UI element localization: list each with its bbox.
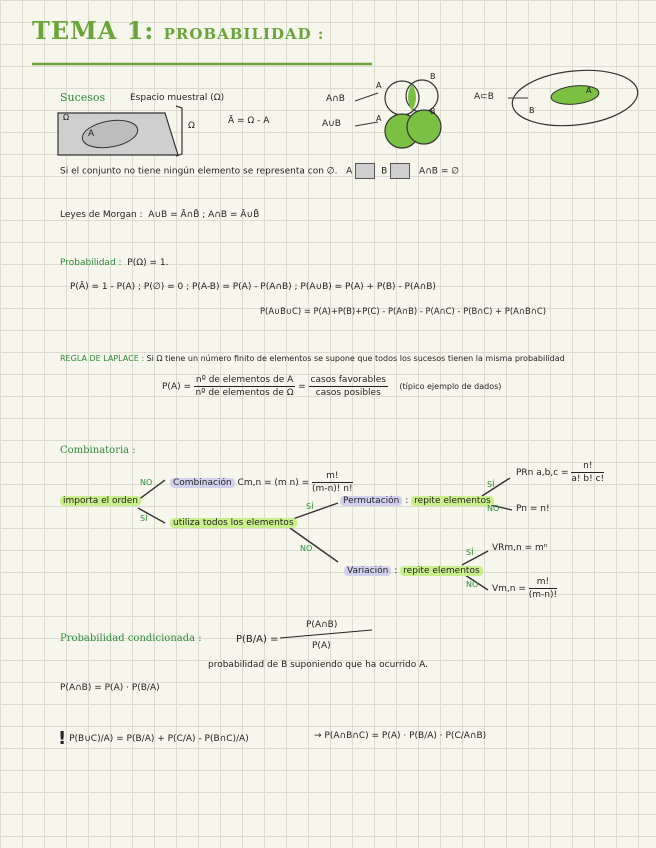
conjunto-vacio-text: Si el conjunto no tiene ningún elemento se representa con ∅.: [60, 166, 338, 177]
event-a-label: A: [88, 129, 95, 139]
arrow-inter: [355, 93, 378, 101]
laplace-line: [60, 354, 565, 363]
excl-mark: !: [58, 728, 67, 749]
laplace-fraction-2: [309, 374, 388, 399]
pr-label: PRn a,b,c =: [516, 468, 569, 478]
union-label: A∪B: [322, 119, 341, 129]
pn-formula: Pn = n!: [516, 504, 550, 514]
permutacion-line: [340, 496, 494, 506]
subset-a-label: A: [586, 86, 592, 95]
comb-formula: Cm,n = (m n) =: [237, 478, 310, 488]
cond-chain: P(A∩B∩C) = P(A) · P(B/A) · P(C/A∩B): [324, 731, 487, 741]
pr-fraction: [571, 460, 604, 485]
page-title: [32, 16, 324, 45]
inter-lens: [408, 84, 416, 111]
conjunto-vacio-line: [60, 163, 459, 179]
v-num: m!: [529, 576, 557, 589]
laplace-den-2: casos posibles: [315, 388, 381, 398]
box-a: [355, 163, 375, 179]
morgan-line: [60, 210, 259, 220]
permutacion-label: Permutación: [340, 496, 402, 506]
laplace-heading: REGLA DE LAPLACE :: [60, 354, 145, 363]
subset-inner-a: [550, 84, 600, 107]
cond-desc: probabilidad de B suponiendo que ha ocurrido A.: [208, 660, 428, 670]
comb-num: m!: [312, 470, 353, 483]
morgan-formula: A∪B = Ā∩B̄ ; A∩B = Ā∪B̄: [148, 210, 260, 220]
cond-den: P(A): [312, 641, 331, 651]
union-circle-b: [407, 110, 441, 144]
prob-properties-2: P(A∪B∪C) = P(A)+P(B)+P(C) - P(A∩B) - P(A∩C) - P(B∩C) + P(A∩B∩C): [260, 306, 546, 316]
intersection-label: A∩B: [326, 94, 345, 104]
v-fraction: [529, 576, 557, 601]
p-omega: P(Ω) = 1.: [127, 258, 169, 268]
box-b: [390, 163, 410, 179]
disjoint-formula: A∩B = ∅: [419, 166, 460, 177]
laplace-eq: =: [298, 382, 306, 392]
prob-properties-1: P(Ā) = 1 - P(A) ; P(∅) = 0 ; P(A-B) = P(A) - P(A∩B) ; P(A∪B) = P(A) + P(B) - P(A∩B): [70, 282, 436, 292]
pr-den: a! b! c!: [571, 474, 605, 484]
importa-orden: importa el orden: [60, 496, 141, 506]
complement-formula: Ā = Ω - A: [228, 116, 270, 126]
subset-label: A⊂B: [474, 92, 494, 102]
tree-si-3: SÍ: [487, 480, 495, 489]
inter-a-label: A: [376, 81, 382, 90]
union-a-label: A: [376, 114, 382, 123]
tree-si-2: SÍ: [306, 502, 314, 511]
omega-corner-label: Ω: [63, 113, 70, 122]
variacion-label: Variación: [344, 566, 391, 576]
title-sub: PROBABILIDAD :: [163, 25, 325, 43]
tree-line-4: [290, 528, 338, 562]
probabilidad-heading: Probabilidad :: [60, 258, 122, 268]
repite-2: repite elementos: [400, 566, 483, 576]
laplace-formula: [162, 374, 501, 399]
espacio-muestral: Espacio muestral (Ω): [130, 93, 225, 103]
v-den: (m-n)!: [528, 590, 558, 600]
tree-no-3: NO: [487, 504, 500, 513]
tree-si-1: SÍ: [140, 514, 148, 523]
utiliza-todos: utiliza todos los elementos: [170, 518, 297, 528]
variacion-sep: :: [394, 566, 398, 576]
pr-num: n!: [571, 460, 604, 473]
cond-bottom-line: [58, 728, 249, 749]
condicionada-heading: Probabilidad condicionada :: [60, 633, 202, 644]
tree-no-1: NO: [140, 478, 153, 487]
cond-chain-line: [314, 731, 486, 741]
omega-bracket: [176, 106, 182, 156]
comb-fraction: [312, 470, 353, 495]
cond-product: P(A∩B) = P(A) · P(B/A): [60, 683, 160, 693]
tree-no-4: NO: [466, 580, 479, 589]
subset-b-label: B: [529, 106, 535, 115]
laplace-fraction-1: [194, 374, 295, 399]
cond-pba: P(B/A) =: [236, 634, 279, 645]
variacion-line: [344, 566, 483, 576]
repite-1: repite elementos: [411, 496, 494, 506]
arrow-union: [355, 122, 378, 126]
tree-no-2: NO: [300, 544, 313, 553]
pr-formula: [516, 460, 604, 485]
sucesos-heading: Sucesos: [60, 91, 106, 104]
v-formula: [492, 576, 557, 601]
laplace-pa: P(A) =: [162, 382, 192, 392]
tree-si-4: SÍ: [466, 548, 474, 557]
title-main: TEMA 1:: [32, 16, 155, 45]
permutacion-sep: :: [405, 496, 409, 506]
morgan-label: Leyes de Morgan :: [60, 210, 143, 220]
v-label: Vm,n =: [492, 584, 526, 594]
union-b-label: B: [430, 107, 436, 116]
cond-num: P(A∩B): [306, 620, 338, 630]
laplace-note: (típico ejemplo de dados): [399, 382, 502, 391]
cond-arrow: →: [314, 731, 322, 741]
combinacion-line: [170, 470, 353, 495]
inter-b-label: B: [430, 72, 436, 81]
cond-fraction-bar: [280, 630, 372, 638]
laplace-den-1: nº de elementos de Ω: [195, 388, 294, 398]
laplace-num-2: casos favorables: [310, 375, 386, 385]
combinacion-label: Combinación: [170, 478, 235, 488]
cond-union: P(B∪C)/A) = P(B/A) + P(C/A) - P(B∩C)/A): [69, 734, 249, 744]
box-b-label: B: [381, 166, 388, 177]
vr-formula: VRm,n = mⁿ: [492, 543, 548, 553]
laplace-num-1: nº de elementos de A: [195, 375, 294, 385]
combinatoria-heading: Combinatoria :: [60, 445, 136, 456]
laplace-text: Si Ω tiene un número finito de elementos se supone que todos los sucesos tienen la misma probabilidad: [146, 354, 565, 363]
omega-side-label: Ω: [188, 121, 195, 131]
tree-line-3: [290, 503, 338, 520]
comb-den: (m-n)! n!: [312, 484, 353, 494]
box-a-label: A: [346, 166, 353, 177]
probabilidad-line: [60, 258, 168, 268]
